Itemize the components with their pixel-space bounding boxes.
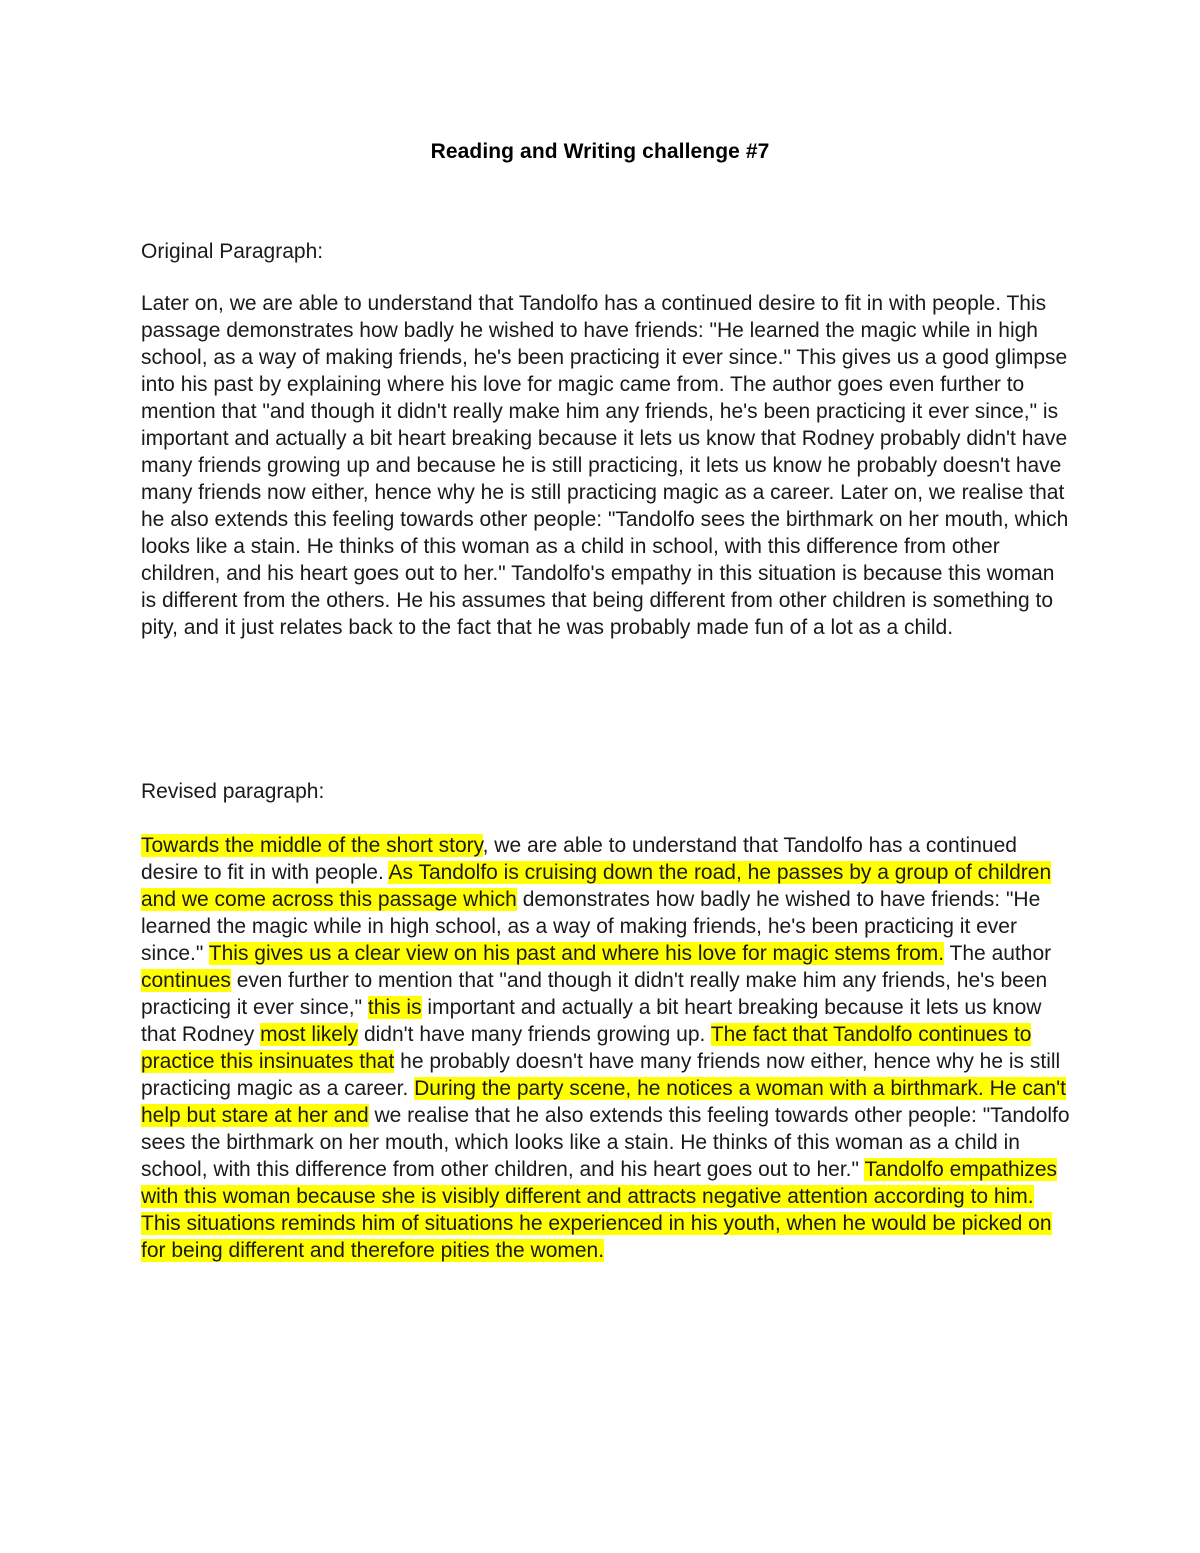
plain-text: important and actually a bit heart breaking because it lets us know that Rodney	[141, 996, 1042, 1046]
plain-text: he probably doesn't have many friends now either, hence why he is still practicing magic as a career.	[141, 1050, 1061, 1100]
revised-paragraph	[141, 832, 1071, 1264]
plain-text: didn't have many friends growing up.	[358, 1023, 711, 1046]
revised-paragraph-label: Revised paragraph:	[141, 780, 325, 803]
highlighted-text: Tandolfo empathizes with this woman because she is visibly different and attracts negative attention according to him. This situations reminds him of situations he experienced in his youth, when he would be picked on for being different and therefore pities the women.	[141, 1158, 1058, 1262]
plain-text: The author	[944, 942, 1052, 965]
highlighted-text: most likely	[260, 1023, 359, 1046]
plain-text: demonstrates how badly he wished to have friends: "He learned the magic while in high school, as a way of making friends, he's been practicing it ever since."	[141, 888, 1041, 965]
highlighted-text: continues	[141, 969, 231, 992]
plain-text: , we are able to understand that Tandolfo has a continued desire to fit in with people.	[141, 834, 1017, 884]
highlighted-text: During the party scene, he notices a woman with a birthmark. He can't help but stare at her and	[141, 1077, 1066, 1127]
document-title: Reading and Writing challenge #7	[430, 140, 770, 163]
plain-text: we realise that he also extends this feeling towards other people: "Tandolfo sees the birthmark on her mouth, which looks like a stain. He thinks of this woman as a child in school, with this difference from other children, and his heart goes out to her."	[141, 1104, 1070, 1181]
highlighted-text: As Tandolfo is cruising down the road, he passes by a group of children and we come across this passage which	[141, 861, 1052, 911]
highlighted-text: The fact that Tandolfo continues to practice this insinuates that	[141, 1023, 1032, 1073]
plain-text: even further to mention that "and though it didn't really make him any friends, he's been practicing it ever since,"	[141, 969, 1048, 1019]
highlighted-text: This gives us a clear view on his past and where his love for magic stems from.	[208, 942, 945, 965]
original-paragraph: Later on, we are able to understand that Tandolfo has a continued desire to fit in with people. This passage demonstrates how badly he wished to have friends: "He learned the magic while in high school, as a way of making friends, he's been practicing it ever since." This gives us a good glimpse into his past by explaining where his love for magic came from. The author goes even further to mention that "and though it didn't really make him any friends, he's been practicing it ever since," is important and actually a bit heart breaking because it lets us know that Rodney probably didn't have many friends growing up and because he is still practicing, it lets us know he probably doesn't have many friends now either, hence why he is still practicing magic as a career. Later on, we realise that he also extends this feeling towards other people: "Tandolfo sees the birthmark on her mouth, which looks like a stain. He thinks of this woman as a child in school, with this difference from other children, and his heart goes out to her." Tandolfo's empathy in this situation is because this woman is different from the others. He his assumes that being different from other children is something to pity, and it just relates back to the fact that he was probably made fun of a lot as a child.	[141, 292, 1069, 639]
highlighted-text: this is	[367, 996, 422, 1019]
highlighted-text: Towards the middle of the short story	[141, 834, 483, 857]
original-paragraph-label: Original Paragraph:	[141, 240, 324, 263]
